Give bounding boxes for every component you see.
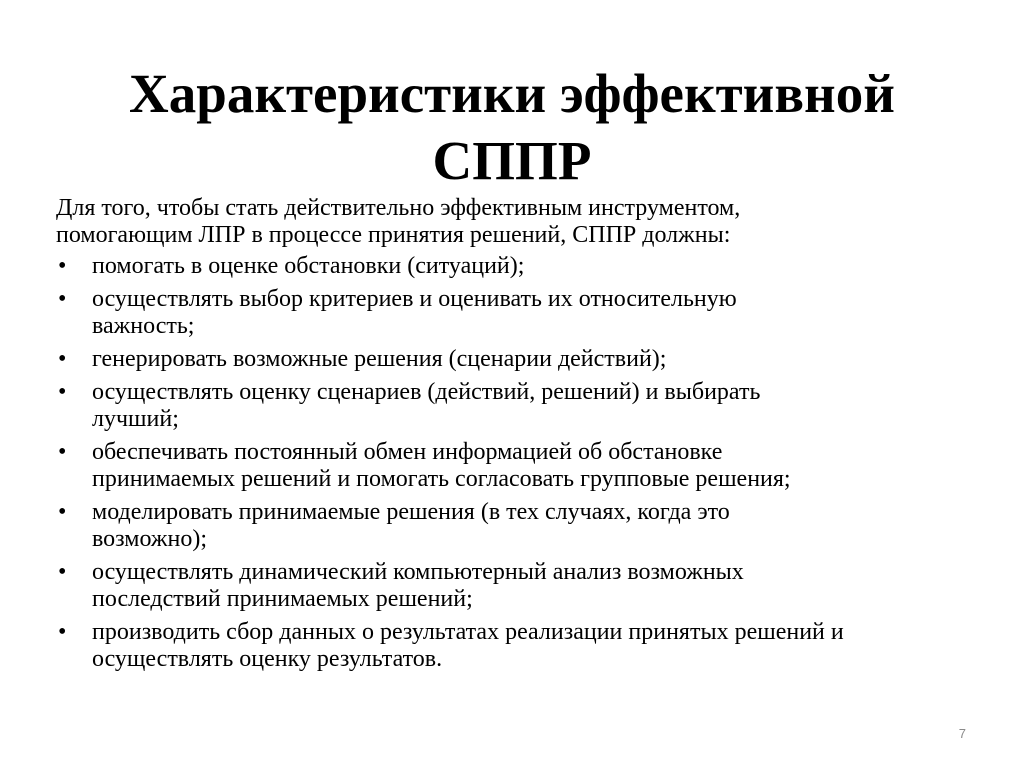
bullet-line: генерировать возможные решения (сценарии действий); xyxy=(92,346,667,372)
bullet-item xyxy=(56,499,986,553)
bullet-line: помогать в оценке обстановки (ситуаций); xyxy=(92,253,525,279)
bullet-icon: • xyxy=(58,559,67,585)
bullet-text xyxy=(92,439,986,493)
bullet-icon: • xyxy=(58,439,67,465)
bullet-icon: • xyxy=(58,619,67,645)
slide-title xyxy=(40,60,984,194)
bullet-line: осуществлять динамический компьютерный анализ возможных xyxy=(92,559,744,585)
bullet-text xyxy=(92,253,986,280)
bullet-line: лучший; xyxy=(92,406,179,432)
bullet-text xyxy=(92,559,986,613)
intro-paragraph xyxy=(56,195,986,249)
bullet-line: моделировать принимаемые решения (в тех случаях, когда это xyxy=(92,499,730,525)
bullet-line: осуществлять выбор критериев и оценивать их относительную xyxy=(92,286,737,312)
bullet-item xyxy=(56,253,986,280)
slide-title-line: Характеристики эффективной xyxy=(129,63,895,124)
bullet-line: последствий принимаемых решений; xyxy=(92,586,473,612)
bullet-item xyxy=(56,286,986,340)
bullet-line: важность; xyxy=(92,313,195,339)
bullet-item xyxy=(56,619,986,673)
bullet-text xyxy=(92,346,986,373)
bullet-icon: • xyxy=(58,286,67,312)
bullet-text xyxy=(92,619,986,673)
bullet-item xyxy=(56,439,986,493)
bullet-line: обеспечивать постоянный обмен информацией об обстановке xyxy=(92,439,723,465)
bullet-text xyxy=(92,379,986,433)
bullet-icon: • xyxy=(58,253,67,279)
bullet-line: возможно); xyxy=(92,526,207,552)
bullet-item xyxy=(56,379,986,433)
bullet-text xyxy=(92,499,986,553)
bullet-line: принимаемых решений и помогать согласовать групповые решения; xyxy=(92,466,791,492)
bullet-line: осуществлять оценку сценариев (действий, решений) и выбирать xyxy=(92,379,761,405)
bullet-icon: • xyxy=(58,499,67,525)
bullet-line: производить сбор данных о результатах реализации принятых решений и xyxy=(92,619,844,645)
slide-content xyxy=(56,195,986,679)
bullet-list xyxy=(56,253,986,673)
bullet-line: осуществлять оценку результатов. xyxy=(92,646,443,672)
bullet-item xyxy=(56,346,986,373)
page-number: 7 xyxy=(958,726,966,741)
bullet-icon: • xyxy=(58,379,67,405)
bullet-text xyxy=(92,286,986,340)
intro-line: Для того, чтобы стать действительно эффективным инструментом, xyxy=(56,195,741,221)
bullet-item xyxy=(56,559,986,613)
slide-title-line: СППР xyxy=(432,130,592,191)
bullet-icon: • xyxy=(58,346,67,372)
intro-line: помогающим ЛПР в процессе принятия решений, СППР должны: xyxy=(56,222,731,248)
